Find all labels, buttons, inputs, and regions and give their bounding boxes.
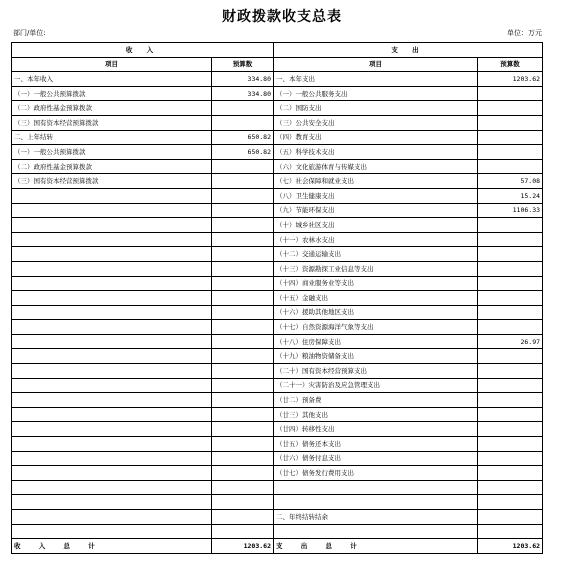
income-value-cell: 334.80 bbox=[212, 86, 274, 101]
expense-value-cell bbox=[478, 524, 543, 539]
expense-value-cell bbox=[478, 510, 543, 525]
income-value-cell bbox=[212, 276, 274, 291]
income-item-cell bbox=[12, 291, 212, 306]
income-value-cell bbox=[212, 247, 274, 262]
table-row bbox=[12, 466, 543, 481]
expense-value-cell: 15.24 bbox=[478, 188, 543, 203]
expense-item-cell: （十四）商业服务业等支出 bbox=[274, 276, 478, 291]
expense-value-cell bbox=[478, 101, 543, 116]
table-row bbox=[12, 378, 543, 393]
income-value-cell bbox=[212, 232, 274, 247]
expense-total-label: 支 出 总 计 bbox=[274, 539, 478, 554]
income-item-cell bbox=[12, 188, 212, 203]
expense-item-cell: （十八）住房保障支出 bbox=[274, 334, 478, 349]
expense-value-cell bbox=[478, 422, 543, 437]
expense-value-cell bbox=[478, 320, 543, 335]
expense-item-cell: （六）文化旅游体育与传媒支出 bbox=[274, 159, 478, 174]
expense-value-cell bbox=[478, 247, 543, 262]
expense-section-header: 支 出 bbox=[274, 43, 543, 58]
income-value-cell bbox=[212, 480, 274, 495]
table-row bbox=[12, 174, 543, 189]
totals-row bbox=[12, 539, 543, 554]
table-row bbox=[12, 115, 543, 130]
table-row bbox=[12, 451, 543, 466]
income-value-cell bbox=[212, 291, 274, 306]
income-item-cell: 一、本年收入 bbox=[12, 72, 212, 87]
income-item-cell: （三）国有资本经营预算拨款 bbox=[12, 174, 212, 189]
income-item-cell: （一）一般公共预算拨款 bbox=[12, 145, 212, 160]
table-row bbox=[12, 247, 543, 262]
income-item-cell bbox=[12, 393, 212, 408]
expense-value-cell bbox=[478, 159, 543, 174]
income-value-cell bbox=[212, 466, 274, 481]
expense-value-cell: 1106.33 bbox=[478, 203, 543, 218]
expense-value-cell bbox=[478, 466, 543, 481]
income-item-cell bbox=[12, 203, 212, 218]
income-total-value: 1203.62 bbox=[212, 539, 274, 554]
expense-value-cell bbox=[478, 291, 543, 306]
table-row bbox=[12, 188, 543, 203]
income-value-cell bbox=[212, 364, 274, 379]
table-row bbox=[12, 480, 543, 495]
income-item-cell bbox=[12, 349, 212, 364]
income-value-cell bbox=[212, 437, 274, 452]
income-item-cell bbox=[12, 247, 212, 262]
income-value-cell: 334.80 bbox=[212, 72, 274, 87]
expense-item-cell: （廿五）债务还本支出 bbox=[274, 437, 478, 452]
table-row bbox=[12, 203, 543, 218]
income-item-cell bbox=[12, 232, 212, 247]
expense-item-cell: （五）科学技术支出 bbox=[274, 145, 478, 160]
income-value-cell bbox=[212, 422, 274, 437]
expense-item-cell bbox=[274, 495, 478, 510]
expense-item-cell: （十二）交通运输支出 bbox=[274, 247, 478, 262]
income-value-cell bbox=[212, 218, 274, 233]
department-label: 部门/单位: bbox=[13, 29, 46, 37]
table-row bbox=[12, 407, 543, 422]
table-row bbox=[12, 232, 543, 247]
expense-value-cell bbox=[478, 364, 543, 379]
expense-value-cell bbox=[478, 86, 543, 101]
expense-item-cell: （九）节能环保支出 bbox=[274, 203, 478, 218]
income-item-cell bbox=[12, 364, 212, 379]
income-item-cell bbox=[12, 334, 212, 349]
expense-item-cell: （廿二）预备费 bbox=[274, 393, 478, 408]
income-item-cell bbox=[12, 437, 212, 452]
income-value-cell bbox=[212, 349, 274, 364]
income-value-cell bbox=[212, 305, 274, 320]
expense-item-cell: 一、本年支出 bbox=[274, 72, 478, 87]
income-value-cell bbox=[212, 159, 274, 174]
expense-value-cell bbox=[478, 393, 543, 408]
table-row bbox=[12, 510, 543, 525]
expense-item-cell: （二十）国有资本经营预算支出 bbox=[274, 364, 478, 379]
income-item-cell bbox=[12, 495, 212, 510]
expense-value-cell bbox=[478, 232, 543, 247]
table-row bbox=[12, 276, 543, 291]
expense-item-cell: （十九）粮油物资储备支出 bbox=[274, 349, 478, 364]
budget-table bbox=[11, 42, 543, 554]
expense-value-cell bbox=[478, 349, 543, 364]
expense-value-cell bbox=[478, 276, 543, 291]
income-item-cell: 二、上年结转 bbox=[12, 130, 212, 145]
table-row bbox=[12, 159, 543, 174]
income-budget-header: 预算数 bbox=[212, 57, 274, 72]
table-row bbox=[12, 291, 543, 306]
page-title: 财政拨款收支总表 bbox=[222, 9, 342, 25]
income-item-cell bbox=[12, 305, 212, 320]
expense-item-cell: （四）教育支出 bbox=[274, 130, 478, 145]
table-row bbox=[12, 86, 543, 101]
expense-value-cell bbox=[478, 378, 543, 393]
table-row bbox=[12, 101, 543, 116]
expense-value-cell bbox=[478, 407, 543, 422]
income-item-cell bbox=[12, 261, 212, 276]
expense-item-cell: （十六）援助其他地区支出 bbox=[274, 305, 478, 320]
expense-value-cell bbox=[478, 451, 543, 466]
table-row bbox=[12, 524, 543, 539]
income-value-cell bbox=[212, 115, 274, 130]
income-item-cell bbox=[12, 320, 212, 335]
income-value-cell bbox=[212, 188, 274, 203]
expense-value-cell bbox=[478, 437, 543, 452]
income-value-cell bbox=[212, 495, 274, 510]
expense-budget-header: 预算数 bbox=[478, 57, 543, 72]
expense-item-cell: （廿三）其他支出 bbox=[274, 407, 478, 422]
income-section-header: 收 入 bbox=[12, 43, 274, 58]
income-value-cell bbox=[212, 378, 274, 393]
income-value-cell: 650.82 bbox=[212, 130, 274, 145]
table-row bbox=[12, 261, 543, 276]
income-item-cell bbox=[12, 480, 212, 495]
expense-item-cell bbox=[274, 480, 478, 495]
expense-item-cell: 二、年终结转结余 bbox=[274, 510, 478, 525]
income-value-cell bbox=[212, 510, 274, 525]
unit-label: 单位：万元 bbox=[507, 29, 542, 37]
expense-item-cell: （十七）自然资源海洋气象等支出 bbox=[274, 320, 478, 335]
table-row bbox=[12, 218, 543, 233]
income-total-label: 收 入 总 计 bbox=[12, 539, 212, 554]
income-value-cell bbox=[212, 203, 274, 218]
income-value-cell bbox=[212, 101, 274, 116]
income-value-cell bbox=[212, 334, 274, 349]
expense-value-cell: 26.97 bbox=[478, 334, 543, 349]
expense-item-cell: （七）社会保障和就业支出 bbox=[274, 174, 478, 189]
income-item-cell bbox=[12, 466, 212, 481]
expense-item-cell: （三）公共安全支出 bbox=[274, 115, 478, 130]
expense-value-cell bbox=[478, 480, 543, 495]
expense-item-cell: （十）城乡社区支出 bbox=[274, 218, 478, 233]
expense-item-cell: （八）卫生健康支出 bbox=[274, 188, 478, 203]
income-item-cell bbox=[12, 276, 212, 291]
table-row bbox=[12, 495, 543, 510]
income-item-header: 项目 bbox=[12, 57, 212, 72]
income-item-cell bbox=[12, 524, 212, 539]
expense-item-cell: （一）一般公共服务支出 bbox=[274, 86, 478, 101]
expense-value-cell bbox=[478, 495, 543, 510]
table-row bbox=[12, 130, 543, 145]
income-item-cell: （二）政府性基金预算拨款 bbox=[12, 101, 212, 116]
table-body bbox=[12, 72, 543, 539]
expense-value-cell bbox=[478, 305, 543, 320]
expense-value-cell bbox=[478, 218, 543, 233]
expense-item-cell: （十五）金融支出 bbox=[274, 291, 478, 306]
expense-value-cell: 57.08 bbox=[478, 174, 543, 189]
income-item-cell bbox=[12, 451, 212, 466]
income-value-cell bbox=[212, 174, 274, 189]
expense-item-cell: （十一）农林水支出 bbox=[274, 232, 478, 247]
expense-item-header: 项目 bbox=[274, 57, 478, 72]
section-header-row bbox=[12, 43, 543, 58]
table-row bbox=[12, 364, 543, 379]
table-row bbox=[12, 320, 543, 335]
expense-item-cell: （廿四）转移性支出 bbox=[274, 422, 478, 437]
income-item-cell bbox=[12, 407, 212, 422]
income-value-cell: 650.82 bbox=[212, 145, 274, 160]
income-value-cell bbox=[212, 451, 274, 466]
expense-item-cell: （二）国防支出 bbox=[274, 101, 478, 116]
table-row bbox=[12, 145, 543, 160]
income-value-cell bbox=[212, 393, 274, 408]
expense-value-cell bbox=[478, 261, 543, 276]
income-item-cell bbox=[12, 422, 212, 437]
income-item-cell bbox=[12, 218, 212, 233]
income-item-cell: （一）一般公共预算拨款 bbox=[12, 86, 212, 101]
table-row bbox=[12, 334, 543, 349]
expense-item-cell: （二十一）灾害防治及应急管理支出 bbox=[274, 378, 478, 393]
income-item-cell bbox=[12, 378, 212, 393]
table-row bbox=[12, 437, 543, 452]
expense-total-value: 1203.62 bbox=[478, 539, 543, 554]
column-header-row bbox=[12, 57, 543, 72]
income-value-cell bbox=[212, 407, 274, 422]
income-value-cell bbox=[212, 320, 274, 335]
expense-value-cell bbox=[478, 115, 543, 130]
income-item-cell: （三）国有资本经营预算拨款 bbox=[12, 115, 212, 130]
expense-item-cell bbox=[274, 524, 478, 539]
expense-value-cell bbox=[478, 145, 543, 160]
table-row bbox=[12, 72, 543, 87]
expense-item-cell: （廿六）债务付息支出 bbox=[274, 451, 478, 466]
table-row bbox=[12, 422, 543, 437]
income-item-cell bbox=[12, 510, 212, 525]
table-row bbox=[12, 349, 543, 364]
table-row bbox=[12, 393, 543, 408]
expense-value-cell: 1203.62 bbox=[478, 72, 543, 87]
table-row bbox=[12, 305, 543, 320]
income-value-cell bbox=[212, 524, 274, 539]
income-value-cell bbox=[212, 261, 274, 276]
expense-item-cell: （廿七）债务发行费用支出 bbox=[274, 466, 478, 481]
income-item-cell: （二）政府性基金预算拨款 bbox=[12, 159, 212, 174]
expense-item-cell: （十三）资源勘探工业信息等支出 bbox=[274, 261, 478, 276]
expense-value-cell bbox=[478, 130, 543, 145]
